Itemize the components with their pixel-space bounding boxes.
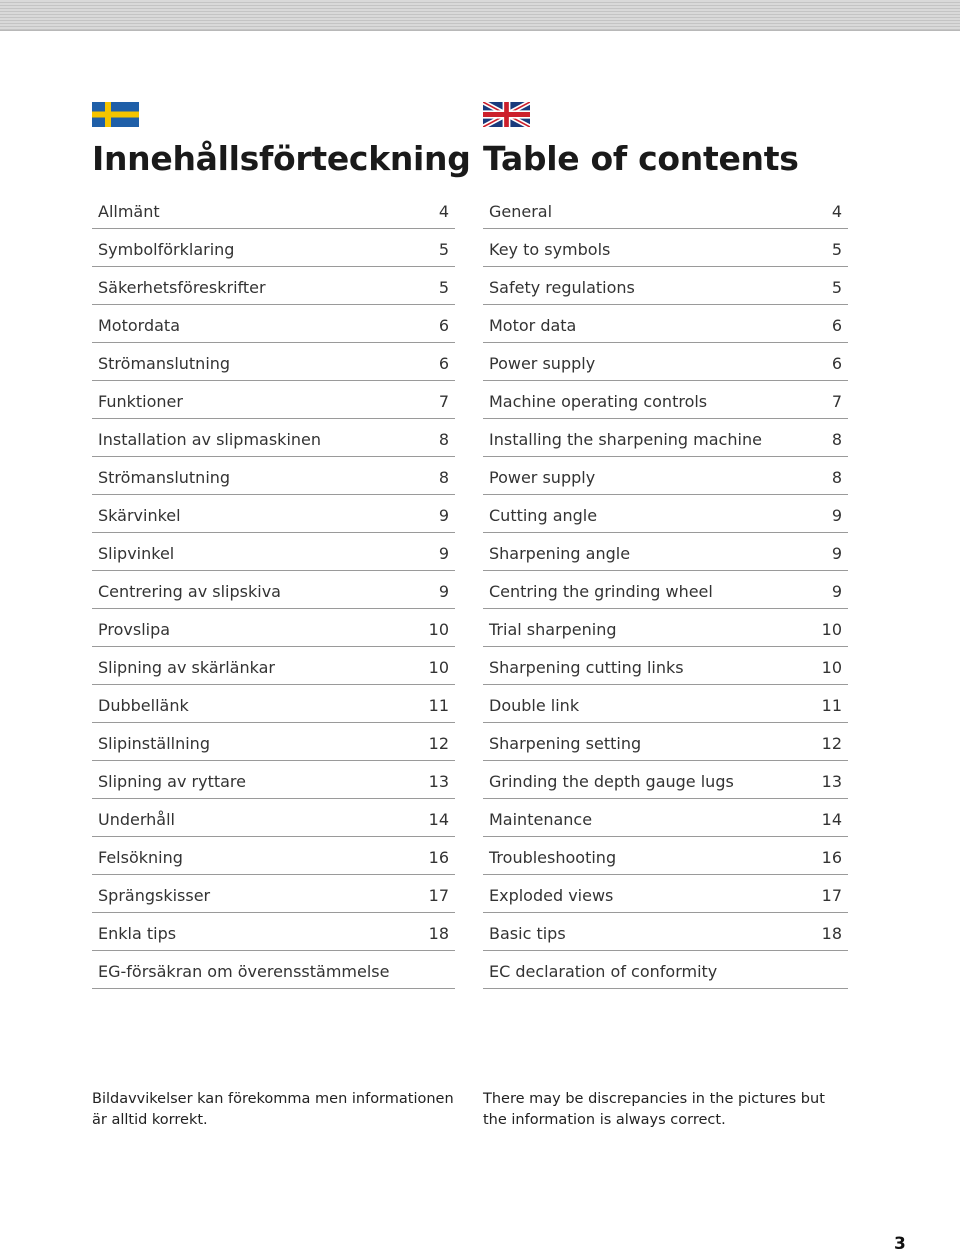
toc-entry-page: 9 bbox=[831, 544, 842, 563]
toc-entry[interactable] bbox=[483, 419, 848, 457]
toc-entry[interactable] bbox=[483, 495, 848, 533]
toc-entry-page: 18 bbox=[428, 924, 449, 943]
toc-entry-page: 16 bbox=[821, 848, 842, 867]
toc-entry[interactable] bbox=[483, 343, 848, 381]
toc-entry[interactable] bbox=[92, 571, 455, 609]
toc-entry-title: Key to symbols bbox=[489, 240, 611, 259]
toc-entry-page: 7 bbox=[438, 392, 449, 411]
toc-entry[interactable] bbox=[92, 191, 455, 229]
toc-entry-title: Underhåll bbox=[98, 810, 175, 829]
toc-entry-title: Provslipa bbox=[98, 620, 171, 639]
toc-entry[interactable] bbox=[92, 913, 455, 951]
english-column bbox=[483, 102, 848, 989]
toc-entry-page: 5 bbox=[831, 278, 842, 297]
english-toc-title: Table of contents bbox=[483, 139, 799, 178]
top-decorative-band bbox=[0, 0, 960, 31]
swedish-flag-icon bbox=[92, 102, 139, 127]
toc-entry-page: 9 bbox=[831, 582, 842, 601]
toc-entry-title: Exploded views bbox=[489, 886, 614, 905]
toc-entry-page: 17 bbox=[821, 886, 842, 905]
toc-entry-title: Safety regulations bbox=[489, 278, 635, 297]
toc-entry-title: Felsökning bbox=[98, 848, 183, 867]
toc-entry[interactable] bbox=[92, 381, 455, 419]
toc-entry[interactable] bbox=[483, 837, 848, 875]
toc-entry-title: Power supply bbox=[489, 468, 596, 487]
toc-entry[interactable] bbox=[483, 305, 848, 343]
toc-entry-page: 4 bbox=[438, 202, 449, 221]
toc-entry-page: 11 bbox=[821, 696, 842, 715]
english-disclaimer: There may be discrepancies in the pictures but the information is always correct. bbox=[483, 1091, 825, 1128]
toc-entry[interactable] bbox=[483, 571, 848, 609]
toc-entry-page: 6 bbox=[831, 354, 842, 373]
toc-entry-page: 10 bbox=[428, 658, 449, 677]
toc-entry[interactable] bbox=[92, 609, 455, 647]
toc-entry[interactable] bbox=[92, 723, 455, 761]
toc-entry[interactable] bbox=[483, 723, 848, 761]
toc-entry[interactable] bbox=[92, 343, 455, 381]
toc-entry-title: Slipvinkel bbox=[98, 544, 175, 563]
toc-entry-page: 18 bbox=[821, 924, 842, 943]
toc-entry[interactable] bbox=[483, 799, 848, 837]
toc-entry-page: 9 bbox=[438, 506, 449, 525]
toc-entry-title: Motordata bbox=[98, 316, 180, 335]
toc-entry-page: 5 bbox=[438, 278, 449, 297]
toc-entry-title: Symbolförklaring bbox=[98, 240, 235, 259]
swedish-disclaimer: Bildavvikelser kan förekomma men informationen är alltid korrekt. bbox=[92, 1091, 454, 1128]
toc-entry[interactable] bbox=[92, 305, 455, 343]
toc-entry[interactable] bbox=[483, 685, 848, 723]
toc-entry[interactable] bbox=[92, 267, 455, 305]
toc-entry-title: Grinding the depth gauge lugs bbox=[489, 772, 734, 791]
toc-entry-title: Centring the grinding wheel bbox=[489, 582, 713, 601]
toc-entry-page: 8 bbox=[831, 430, 842, 449]
toc-entry-title: Slipning av ryttare bbox=[98, 772, 246, 791]
toc-entry-title: EG-försäkran om överensstämmelse bbox=[98, 962, 390, 981]
toc-entry-page: 8 bbox=[831, 468, 842, 487]
toc-entry-title: EC declaration of conformity bbox=[489, 962, 718, 981]
toc-entry[interactable] bbox=[92, 495, 455, 533]
toc-entry[interactable] bbox=[92, 419, 455, 457]
toc-entry[interactable] bbox=[92, 685, 455, 723]
toc-entry-title: Strömanslutning bbox=[98, 354, 231, 373]
toc-entry-page: 6 bbox=[438, 354, 449, 373]
toc-entry-page: 13 bbox=[821, 772, 842, 791]
toc-entry-title: Cutting angle bbox=[489, 506, 598, 525]
page-number: 3 bbox=[894, 1234, 906, 1254]
toc-entry[interactable] bbox=[483, 609, 848, 647]
toc-entry-page: 14 bbox=[428, 810, 449, 829]
toc-entry-title: Maintenance bbox=[489, 810, 593, 829]
toc-entry-title: Funktioner bbox=[98, 392, 183, 411]
toc-entry-title: Skärvinkel bbox=[98, 506, 181, 525]
toc-entry-page: 10 bbox=[821, 658, 842, 677]
toc-entry-page: 10 bbox=[821, 620, 842, 639]
toc-entry-title: Motor data bbox=[489, 316, 577, 335]
toc-entry-page: 17 bbox=[428, 886, 449, 905]
toc-entry[interactable] bbox=[483, 381, 848, 419]
toc-entry-page: 5 bbox=[438, 240, 449, 259]
toc-entry-title: Troubleshooting bbox=[489, 848, 617, 867]
toc-entry[interactable] bbox=[483, 191, 848, 229]
toc-entry[interactable] bbox=[92, 837, 455, 875]
toc-entry-title: Slipning av skärlänkar bbox=[98, 658, 275, 677]
toc-entry-page: 7 bbox=[831, 392, 842, 411]
toc-entry-page: 8 bbox=[438, 430, 449, 449]
toc-entry-title: Double link bbox=[489, 696, 580, 715]
toc-entry-page: 11 bbox=[428, 696, 449, 715]
toc-entry[interactable] bbox=[483, 761, 848, 799]
english-toc-list bbox=[483, 191, 848, 989]
toc-entry[interactable] bbox=[92, 229, 455, 267]
toc-entry[interactable] bbox=[483, 913, 848, 951]
toc-entry-page: 10 bbox=[428, 620, 449, 639]
toc-entry-title: Sharpening angle bbox=[489, 544, 631, 563]
toc-entry[interactable] bbox=[92, 457, 455, 495]
toc-entry[interactable] bbox=[483, 229, 848, 267]
toc-entry[interactable] bbox=[483, 951, 848, 989]
toc-entry-title: Power supply bbox=[489, 354, 596, 373]
toc-entry-title: Basic tips bbox=[489, 924, 566, 943]
toc-entry-title: Installation av slipmaskinen bbox=[98, 430, 322, 449]
toc-entry[interactable] bbox=[92, 761, 455, 799]
toc-entry-title: Sharpening cutting links bbox=[489, 658, 684, 677]
toc-entry[interactable] bbox=[483, 533, 848, 571]
toc-entry[interactable] bbox=[92, 647, 455, 685]
toc-entry-page: 8 bbox=[438, 468, 449, 487]
toc-entry-page: 9 bbox=[438, 582, 449, 601]
toc-entry[interactable] bbox=[483, 875, 848, 913]
toc-entry[interactable] bbox=[483, 267, 848, 305]
toc-entry-title: Säkerhetsföreskrifter bbox=[98, 278, 266, 297]
toc-entry-page: 6 bbox=[831, 316, 842, 335]
toc-entry-title: Trial sharpening bbox=[489, 620, 617, 639]
toc-entry-title: Installing the sharpening machine bbox=[489, 430, 762, 449]
toc-entry-page: 6 bbox=[438, 316, 449, 335]
toc-entry-page: 12 bbox=[428, 734, 449, 753]
uk-flag-icon bbox=[483, 102, 530, 127]
toc-entry-title: Enkla tips bbox=[98, 924, 177, 943]
toc-entry-title: General bbox=[489, 202, 553, 221]
toc-entry-page: 9 bbox=[831, 506, 842, 525]
toc-entry[interactable] bbox=[483, 647, 848, 685]
toc-entry-title: Allmänt bbox=[98, 202, 160, 221]
toc-entry-title: Sprängskisser bbox=[98, 886, 211, 905]
toc-entry-title: Sharpening setting bbox=[489, 734, 642, 753]
swedish-column bbox=[92, 102, 471, 989]
toc-entry[interactable] bbox=[92, 533, 455, 571]
toc-entry-page: 12 bbox=[821, 734, 842, 753]
toc-entry-page: 9 bbox=[438, 544, 449, 563]
toc-entry-page: 14 bbox=[821, 810, 842, 829]
swedish-toc-title: Innehållsförteckning bbox=[92, 139, 471, 178]
toc-entry-title: Slipinställning bbox=[98, 734, 210, 753]
toc-entry-title: Strömanslutning bbox=[98, 468, 231, 487]
toc-entry-page: 13 bbox=[428, 772, 449, 791]
toc-entry-page: 16 bbox=[428, 848, 449, 867]
toc-entry-title: Dubbellänk bbox=[98, 696, 189, 715]
toc-entry-title: Centrering av slipskiva bbox=[98, 582, 281, 601]
toc-entry-page: 5 bbox=[831, 240, 842, 259]
swedish-toc-list bbox=[92, 191, 455, 989]
toc-entry-title: Machine operating controls bbox=[489, 392, 708, 411]
toc-entry[interactable] bbox=[92, 875, 455, 913]
toc-entry[interactable] bbox=[92, 951, 455, 989]
toc-entry[interactable] bbox=[92, 799, 455, 837]
toc-entry-page: 4 bbox=[831, 202, 842, 221]
toc-entry[interactable] bbox=[483, 457, 848, 495]
